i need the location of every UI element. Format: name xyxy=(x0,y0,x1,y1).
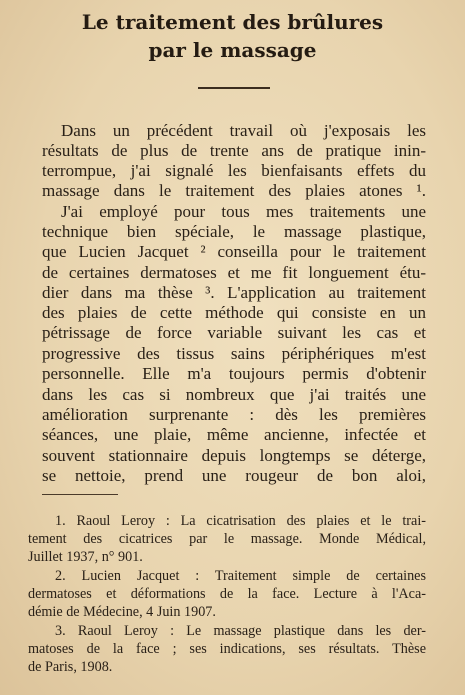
body-line: Dans un précédent travail où j'exposais les xyxy=(61,121,426,140)
footnote-divider xyxy=(42,494,118,495)
body-line: progressive des tissus sains périphériques m'est xyxy=(42,344,426,363)
body-line: dier dans ma thèse ³. L'application au traitement xyxy=(42,283,426,302)
body-line: des plaies de cette méthode qui consiste en un xyxy=(42,303,426,322)
body-line: amélioration surprenante : dès les premières xyxy=(42,405,426,424)
body-line: dans les cas si nombreux que j'ai traités une xyxy=(42,385,426,404)
body-line: résultats de plus de trente ans de pratique inin- xyxy=(42,141,426,160)
body-line: séances, une plaie, même ancienne, infectée et xyxy=(42,425,426,444)
footnote-line: matoses de la face ; ses indications, ses résultats. Thèse xyxy=(28,641,426,657)
body-line: technique bien spéciale, le massage plastique, xyxy=(42,222,426,241)
page-title-line-2: par le massage xyxy=(148,38,317,62)
page-title-line-1: Le traitement des brûlures xyxy=(81,10,384,34)
footnote-line: 3. Raoul Leroy : Le massage plastique dans les der- xyxy=(55,623,426,639)
body-line: personnelle. Elle m'a toujours permis d'obtenir xyxy=(42,364,426,383)
footnote-line: de Paris, 1908. xyxy=(28,659,113,675)
body-line: J'ai employé pour tous mes traitements une xyxy=(61,202,426,221)
body-line: que Lucien Jacquet ² conseilla pour le traitement xyxy=(42,242,426,261)
body-line: terrompue, j'ai signalé les bienfaisants effets du xyxy=(42,161,426,180)
body-line: massage dans le traitement des plaies atones ¹. xyxy=(42,181,426,200)
footnote-line: 2. Lucien Jacquet : Traitement simple de certaines xyxy=(55,568,426,584)
body-line: souvent stationnaire depuis longtemps se déterge, xyxy=(42,446,426,465)
footnote-line: tement des cicatrices par le massage. Monde Médical, xyxy=(28,531,426,547)
footnote-line: Juillet 1937, n° 901. xyxy=(28,549,143,565)
footnote-line: 1. Raoul Leroy : La cicatrisation des plaies et le trai- xyxy=(55,513,426,529)
footnote-line: démie de Médecine, 4 Juin 1907. xyxy=(28,604,216,620)
body-line: se nettoie, prend une rougeur de bon aloi, xyxy=(42,466,426,485)
footnote-line: dermatoses et déformations de la face. Lecture à l'Aca- xyxy=(28,586,426,602)
title-divider xyxy=(198,87,270,89)
body-line: pétrissage de force variable suivant les cas et xyxy=(42,323,426,342)
body-line: de certaines dermatoses et me fit longuement étu- xyxy=(42,263,426,282)
